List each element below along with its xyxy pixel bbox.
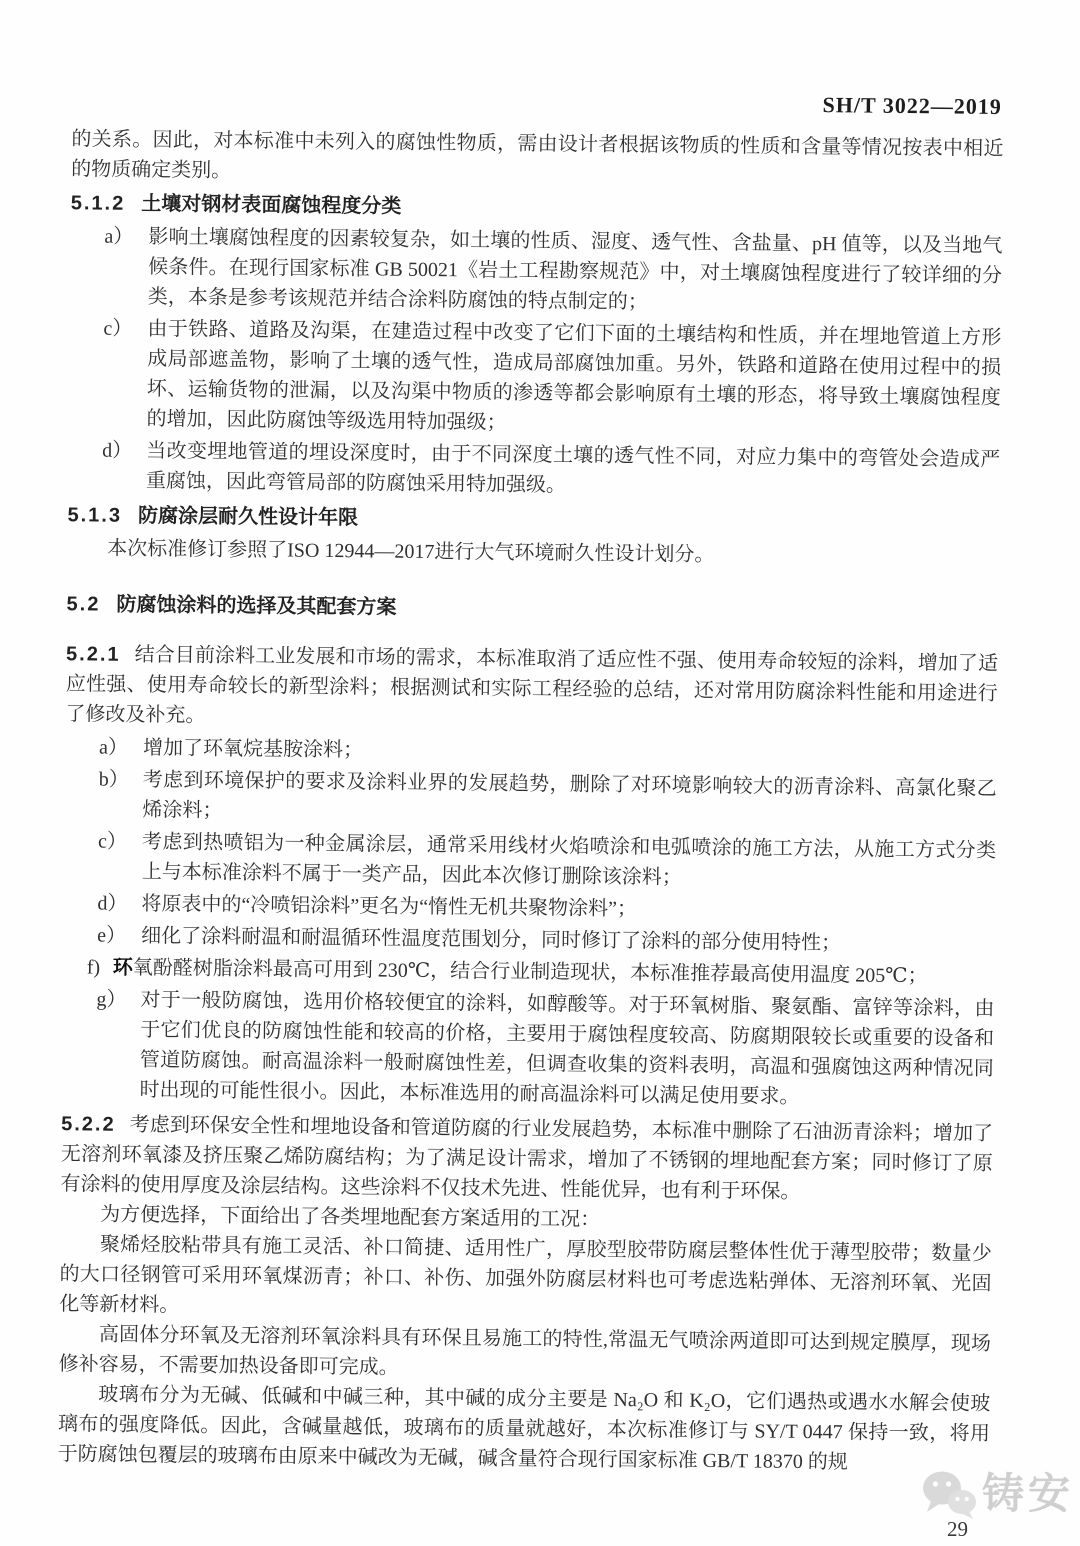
item-label: a） — [98, 736, 129, 759]
clause-number: 5.2.2 — [61, 1113, 116, 1136]
list-item — [64, 826, 997, 896]
item-text: 考虑到热喷铝为一种金属涂层，通常采用线材火焰喷涂和电弧喷涂的施工方法，从施工方式分类上与本标准涂料不属于一类产品，因此本次修订删除该涂料； — [141, 831, 997, 889]
clause-title: 土壤对钢材表面腐蚀程度分类 — [141, 192, 402, 218]
clause-number: 5.1.3 — [67, 504, 123, 527]
watermark — [920, 1468, 1074, 1520]
item-text: 由于铁路、道路及沟渠，在建造过程中改变了它们下面的土壤结构和性质，并在埋地管道上方形成局部遮盖物，影响了土壤的透气性，造成局部腐蚀加重。另外，铁路和道路在使用过程中的损坏、运输货物的泄漏，以及沟渠中物质的渗透等都会影响原有土壤的形态，将导致土壤腐蚀程度的增加，因此防腐蚀等级选用特加强级； — [146, 318, 1002, 434]
clause-title: 防腐蚀涂料的选择及其配套方案 — [116, 593, 397, 619]
paragraph-selection: 为方便选择，下面给出了各类埋地配套方案适用的工况： — [100, 1203, 601, 1231]
paragraph-5-1-3: 本次标准修订参照了ISO 12944—2017进行大气环境耐久性设计划分。 — [107, 537, 715, 566]
item-text: 环氧酚醛树脂涂料最高可用到 230℃，结合行业制造现状，本标准推荐最高使用温度 205℃； — [112, 956, 928, 988]
page-number: 29 — [947, 1516, 968, 1541]
wechat-icon — [920, 1468, 978, 1520]
item-text: 增加了环氧烷基胺涂料； — [142, 737, 364, 762]
paragraph-tape: 聚烯烃胶粘带具有施工灵活、补口简捷、适用性广，厚胶型胶带防腐层整体性优于薄型胶带；数量少的大口径钢管可采用环氧煤沥青；补口、补伤、加强外防腐层材料也可考虑选粘弹体、无溶剂环氧、光固化等新材料。 — [59, 1233, 992, 1317]
list-item — [68, 435, 1001, 505]
clause-title: 防腐涂层耐久性设计年限 — [137, 504, 359, 530]
list-item — [61, 984, 994, 1114]
item-text: 将原表中的“冷喷铝涂料”更名为“惰性无机共聚物涂料”； — [141, 893, 638, 921]
item-label: d） — [97, 892, 128, 915]
item-text: 对于一般防腐蚀，选用价格较便宜的涂料，如醇酸等。对于环氧树脂、聚氨酯、富锌等涂料，由于它们优良的防腐蚀性能和较高的价格，主要用于腐蚀程度较高、防腐期限较长或重要的设备和管道防腐蚀。耐高温涂料一般耐腐蚀性差，但调查收集的资料表明，高温和强腐蚀这两种情况同时出现的可能性很小。因此，本标准选用的耐高温涂料可以满足使用要求。 — [139, 989, 995, 1108]
item-label: c） — [98, 830, 128, 853]
clause-number: 5.2 — [66, 593, 101, 616]
watermark-text: 铸安 — [981, 1470, 1074, 1517]
item-label: c） — [103, 317, 133, 340]
paragraph-glass-cloth: 玻璃布分为无碱、低碱和中碱三种，其中碱的成分主要是 Na₂O 和 K₂O，它们遇热或遇水水解会使玻璃布的强度降低。因此，含碱量越低，玻璃布的质量就越好，本次标准修订与 SY/T 0447 保持一致，将用于防腐蚀包覆层的玻璃布由原来中碱改为无碱，碱含量符合现行国家标准 GB/T 18370 的规 — [57, 1383, 991, 1474]
item-label: b） — [98, 768, 129, 791]
list-5-2-1 — [61, 732, 997, 1114]
item-label: e） — [97, 924, 127, 947]
list-item — [70, 221, 1003, 321]
paragraph-5-2-1 — [65, 639, 998, 739]
item-text: 细化了涂料耐温和耐温循环性温度范围划分，同时修订了涂料的部分使用特性； — [141, 925, 842, 955]
scan-content — [58, 84, 1004, 1479]
paragraph-5-2-2 — [60, 1109, 993, 1209]
item-label: f) — [86, 956, 101, 979]
doc-code: SH/T 3022—2019 — [822, 92, 1003, 119]
list-item — [64, 764, 997, 834]
item-text: 影响土壤腐蚀程度的因素较复杂，如土壤的性质、湿度、透气性、含盐量、pH 值等，以及当地气候条件。在现行国家标准 GB 50021《岩土工程勘察规范》中，对土壤腐蚀程度进行了较详细的分类，本条是参考该规范并结合涂料防腐蚀的特点制定的； — [147, 226, 1003, 314]
paragraph-continuation: 的关系。因此，对本标准中未列入的腐蚀性物质，需由设计者根据该物质的性质和含量等情况按表中相近的物质确定类别。 — [71, 128, 1004, 182]
clause-number: 5.1.2 — [70, 192, 126, 215]
list-item — [68, 313, 1001, 443]
heading-5-2 — [66, 589, 998, 629]
item-label: d） — [102, 439, 133, 462]
item-label: a） — [104, 225, 134, 248]
item-text: 当改变埋地管道的埋设深度时，由于不同深度土壤的透气性不同，对应力集中的弯管处会造成严重腐蚀，因此弯管局部的防腐蚀采用特加强级。 — [145, 440, 1001, 497]
item-text: 考虑到环境保护的要求及涂料业界的发展趋势，删除了对环境影响较大的沥青涂料、高氯化聚乙烯涂料； — [142, 769, 997, 822]
list-5-1-2 — [68, 221, 1003, 505]
clause-text: 考虑到环保安全性和埋地设备和管道防腐的行业发展趋势，本标准中删除了石油沥青涂料；增加了无溶剂环氧漆及挤压聚乙烯防腐结构；为了满足设计需求，增加了不锈钢的埋地配套方案；同时修订了原有涂料的使用厚度及涂层结构。这些涂料不仅技术先进、性能优异，也有利于环保。 — [60, 1113, 994, 1203]
paragraph-epoxy: 高固体分环氧及无溶剂环氧涂料具有环保且易施工的特性,常温无气喷涂两道即可达到规定膜厚，现场修补容易，不需要加热设备即可完成。 — [58, 1323, 992, 1379]
clause-number: 5.2.1 — [65, 643, 121, 666]
item-label: g） — [96, 988, 127, 1011]
clause-text: 结合目前涂料工业发展和市场的需求，本标准取消了适应性不强、使用寿命较短的涂料，增加了适应性强、使用寿命较长的新型涂料；根据测试和实际工程经验的总结，还对常用防腐涂料性能和用途进行了修改及补充。 — [65, 643, 999, 727]
